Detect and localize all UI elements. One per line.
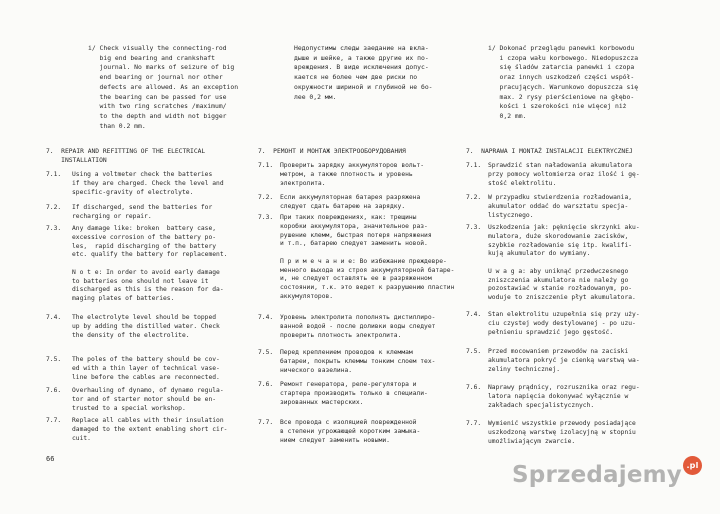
- item-text: The electrolyte level should be topped up by adding the distilled water. Check the density of the electrolite.: [72, 314, 220, 339]
- item-text: Using a voltmeter check the batteries if they are charged. Check the level and specific-gravity of electrolyte.: [72, 171, 224, 196]
- watermark: [512, 461, 699, 488]
- item-text: Uszkodzenia jak: pęknięcie skrzynki aku- mulatora, duże skorodowanie zacisków, szybkie rozładowanie się itp. kwalifi- kują akumulator do wymiany. U w a g a: aby uniknąć przedwczesnego zniszczenia akumulatora nie należy go pozostawiać w stanie rozładowanym, po- woduje to zniszczenie płyt akumulatora.: [488, 224, 640, 301]
- item-text: Sprawdzić stan naładowania akumulatora przy pomocy woltomierza oraz ilość i gę- stość elektrolitu.: [488, 162, 640, 187]
- item-text: Naprawy prądnicy, rozrusznika oraz regu- latora napięcia dokonywać wyłącznie w zakładach specjalistycznych.: [488, 384, 640, 409]
- item-number: 7.3.: [258, 214, 274, 221]
- item-number: 7.5.: [258, 349, 274, 356]
- en-intro-paragraph: i/ Check visually the connecting-rod big end bearing and crankshaft journal. No marks of seizure of big end bearing or journal nor other defects are allowed. As an exception the bearing can be passed for use with two ring scratches /maximum/ to the depth and width not bigger than 0.2 mm.: [88, 44, 239, 130]
- item-text: Уровень электролита пополнять дистиллиро- ванной водой - после доливки воды следует проверить плотность электролита.: [280, 314, 436, 339]
- item-number: 7.3.: [466, 224, 482, 231]
- item-number: 7.7.: [258, 419, 274, 426]
- item-text: Overhauling of dynamo, of dynamo regula- tor and of starter motor should be en- trusted to a special workshop.: [72, 387, 224, 412]
- pl-section-heading: 7. NAPRAWA I MONTAŻ INSTALACJI ELEKTRYCZNEJ: [466, 148, 633, 155]
- item-number: 7.2.: [258, 194, 274, 201]
- item-number: 7.4.: [466, 311, 482, 318]
- item-text: При таких повреждениях, как: трещины коробки аккумулятора, значительное раз- рушение клемм, быстрая потеря напряжения и т.п., батарею следует заменить новой. П р и м е ч а н и е: Во избежание преждевре- менного выхода из строя аккумуляторной батаре- и, не следует оставлять ее в разряженном состоянии, т.к. это ведет к разрушению пластин аккумуляторов.: [280, 214, 455, 300]
- item-number: 7.6.: [258, 381, 274, 388]
- item-text: Replace all cables with their insulation damaged to the extent enabling short cir- cuit.: [72, 417, 228, 442]
- watermark-badge: .pl: [683, 456, 702, 475]
- item-number: 7.1.: [258, 162, 274, 169]
- ru-section-heading: 7. РЕМОНТ И МОНТАЖ ЭЛЕКТРООБОРУДОВАНИЯ: [258, 148, 406, 155]
- item-text: Перед креплением проводов к клеммам батареи, покрыть клеммы тонким слоем тех- нического вазелина.: [280, 349, 436, 374]
- item-number: 7.6.: [466, 384, 482, 391]
- item-text: Проверить зарядку аккумуляторов вольт- метром, а также плотность и уровень электролита.: [280, 162, 425, 187]
- item-number: 7.2.: [466, 194, 482, 201]
- ru-intro-paragraph: Недопустимы следы заедание на вкла- дыше и шейке, а также другие их по- вреждения. В виде исключения допус- кается не более чем две риски по окружности шириной и глубиной не бо- лее 0,2 мм.: [294, 44, 433, 101]
- item-number: 7.7.: [46, 417, 62, 424]
- item-text: Przed mocowaniem przewodów na zaciski akumulatora pokryć je cienką warstwą wa- zeliny technicznej.: [488, 348, 640, 373]
- item-number: 7.5.: [46, 356, 62, 363]
- item-text: Stan elektrolitu uzupełnia się przy uży- ciu czystej wody destylowanej - po uzu- pełnieniu sprawdzić jego gęstość.: [488, 311, 640, 336]
- item-text: The poles of the battery should be cov- ed with a thin layer of technical vase- line before the cables are reconnected.: [72, 356, 220, 381]
- item-text: Все провода с изоляцией поврежденной в степени угрожающей коротким замыка- нием следует заменить новыми.: [280, 419, 421, 444]
- item-text: Any damage like: broken battery case, excessive corrosion of the battery po- les, rapid discharging of the battery etc. qualify the battery for replacement. N o t e: In order to avoid early damage to batteries one should not leave it discharged as this is the reason for da- maging plates of batteries.: [72, 225, 228, 302]
- item-number: 7.1.: [466, 162, 482, 169]
- item-number: 7.6.: [46, 387, 62, 394]
- item-number: 7.1.: [46, 171, 62, 178]
- item-text: Если аккумуляторная батарея разряжена следует сдать батарею на зарядку.: [280, 194, 421, 210]
- watermark-text: Sprzedajemy: [512, 462, 682, 488]
- pl-intro-paragraph: i/ Dokonać przeglądu panewki korbowodu i czopa wału korbowego. Niedopuszcza się śladów zatarcia panewki i czopa oraz innych uszkodzeń części współ- pracujących. Warunkowo dopuszcza się max. 2 rysy pierścieniowe na głębo- kości i szerokości nie więcej niż 0,2 mm.: [488, 44, 639, 120]
- item-number: 7.2.: [46, 204, 62, 211]
- item-text: Ремонт генератора, реле-регулятора и стартера производить только в специали- зированных мастерских.: [280, 381, 428, 406]
- item-text: If discharged, send the batteries for recharging or repair.: [72, 204, 213, 220]
- item-number: 7.5.: [466, 348, 482, 355]
- item-number: 7.4.: [46, 314, 62, 321]
- en-section-heading: 7. REPAIR AND REFITTING OF THE ELECTRICAL INSTALLATION: [46, 148, 206, 164]
- page-number: 66: [46, 455, 55, 463]
- item-number: 7.7.: [466, 420, 482, 427]
- item-number: 7.3.: [46, 225, 62, 232]
- item-text: Wymienić wszystkie przewody posiadające uszkodzoną warstwę izolacyjną w stopniu umożliwiającym zwarcie.: [488, 420, 636, 445]
- item-number: 7.4.: [258, 314, 274, 321]
- item-text: W przypadku stwierdzenia rozładowania, akumulator oddać do warsztatu specja- listycznego.: [488, 194, 633, 219]
